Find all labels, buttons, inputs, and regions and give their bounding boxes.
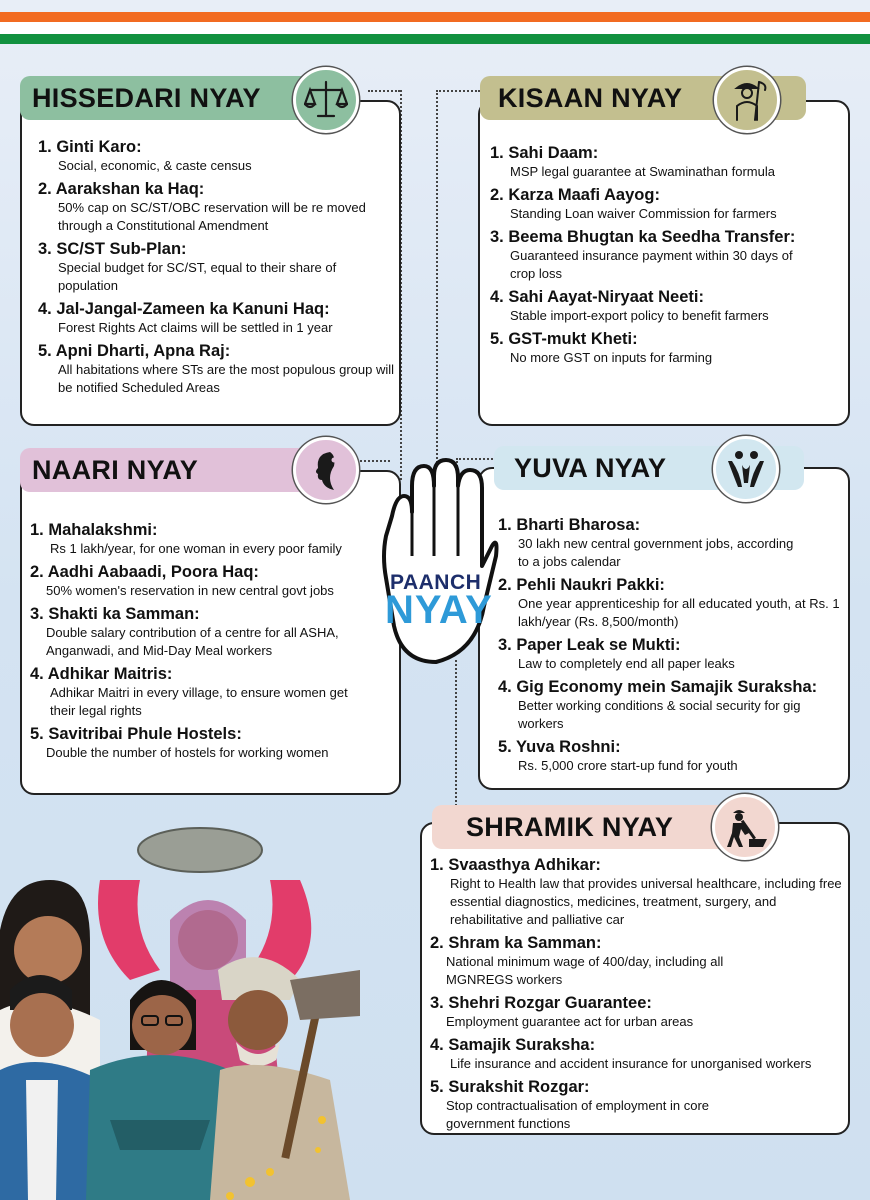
item-title: 1. Mahalakshmi:: [30, 521, 158, 539]
item-desc: 50% cap on SC/ST/OBC reservation will be re moved through a Constitutional Amendment: [58, 200, 366, 233]
list-item: [38, 137, 394, 175]
item-title: 3. Shakti ka Samman:: [30, 605, 200, 623]
item-title: 4. Adhikar Maitris:: [30, 665, 173, 683]
item-desc: Rs 1 lakh/year, for one woman in every poor family: [50, 541, 342, 556]
item-desc: Forest Rights Act claims will be settled in 1 year: [58, 320, 333, 335]
item-title: 4. Jal-Jangal-Zameen ka Kanuni Haq:: [38, 300, 330, 318]
list-item: [490, 329, 846, 367]
farmer-icon: [725, 78, 769, 122]
naari-icon-circle: [293, 437, 359, 503]
list-item: [30, 604, 398, 660]
list-item: [430, 993, 846, 1031]
item-title: 2. Shram ka Samman:: [430, 934, 602, 952]
item-title: 1. Svaasthya Adhikar:: [430, 856, 601, 874]
kisaan-icon-circle: [714, 67, 780, 133]
list-item: [38, 239, 394, 295]
item-desc: Rs. 5,000 crore start-up fund for youth: [518, 758, 738, 773]
item-desc: No more GST on inputs for farming: [510, 350, 713, 365]
section-title: NAARI NYAY: [32, 455, 199, 485]
item-title: 5. GST-mukt Kheti:: [490, 330, 638, 348]
item-title: 2. Karza Maafi Aayog:: [490, 186, 660, 204]
list-item: [430, 1035, 846, 1073]
item-desc: Life insurance and accident insurance for unorganised workers: [450, 1056, 812, 1071]
flag-saffron-stripe: [0, 12, 870, 22]
flag-green-stripe: [0, 34, 870, 44]
section-title: HISSEDARI NYAY: [32, 83, 261, 113]
item-desc: All habitations where STs are the most populous group will be notified Scheduled Areas: [58, 362, 395, 395]
hissedari-icon-circle: [293, 67, 359, 133]
worker-shovel-icon: [723, 805, 767, 849]
list-item: [490, 287, 846, 325]
flag-white-stripe: [0, 22, 870, 34]
shramik-header: [432, 805, 758, 849]
list-item: [498, 635, 848, 673]
list-item: [38, 341, 394, 397]
item-desc: Law to completely end all paper leaks: [518, 656, 735, 671]
hissedari-header: [20, 76, 338, 120]
item-desc: MSP legal guarantee at Swaminathan formula: [510, 164, 775, 179]
list-item: [490, 185, 846, 223]
item-title: 2. Aadhi Aabaadi, Poora Haq:: [30, 563, 259, 581]
section-title: KISAAN NYAY: [498, 83, 683, 113]
item-desc: Special budget for SC/ST, equal to their share of population: [58, 260, 337, 293]
elderly-man-figure: [210, 957, 360, 1200]
list-item: [30, 562, 398, 600]
kisaan-items: [490, 143, 846, 371]
item-title: 4. Samajik Suraksha:: [430, 1036, 596, 1054]
nyay-label: NYAY: [385, 588, 493, 632]
item-title: 4. Sahi Aayat-Niryaat Neeti:: [490, 288, 704, 306]
item-desc: Double the number of hostels for working women: [46, 745, 329, 760]
item-title: 5. Apni Dharti, Apna Raj:: [38, 342, 231, 360]
woman-profile-icon: [304, 448, 348, 492]
item-title: 1. Sahi Daam:: [490, 144, 599, 162]
item-title: 3. Beema Bhugtan ka Seedha Transfer:: [490, 228, 796, 246]
list-item: [430, 1077, 846, 1133]
list-item: [498, 737, 848, 775]
item-desc: National minimum wage of 400/day, including all MGNREGS workers: [446, 954, 724, 987]
section-title: YUVA NYAY: [514, 453, 667, 483]
list-item: [38, 179, 394, 235]
item-desc: Social, economic, & caste census: [58, 158, 252, 173]
item-desc: Adhikar Maitri in every village, to ensure women get their legal rights: [50, 685, 348, 718]
naari-header: [20, 448, 340, 492]
item-desc: Better working conditions & social security for gig workers: [518, 698, 801, 731]
item-desc: 30 lakh new central government jobs, according to a jobs calendar: [518, 536, 794, 569]
youth-icon: [724, 447, 768, 491]
list-item: [38, 299, 394, 337]
naari-items: [30, 520, 398, 766]
item-desc: Stable import-export policy to benefit farmers: [510, 308, 769, 323]
paanch-label: PAANCH: [390, 571, 482, 594]
item-title: 3. SC/ST Sub-Plan:: [38, 240, 187, 258]
item-desc: One year apprenticeship for all educated youth, at Rs. 1 lakh/year (Rs. 8,500/month): [518, 596, 840, 629]
item-title: 3. Shehri Rozgar Guarantee:: [430, 994, 652, 1012]
list-item: [430, 855, 846, 929]
open-hand-icon: [372, 456, 500, 670]
list-item: [498, 575, 848, 631]
list-item: [30, 520, 398, 558]
list-item: [498, 515, 848, 571]
item-title: 2. Aarakshan ka Haq:: [38, 180, 205, 198]
item-desc: Right to Health law that provides universal healthcare, including free essential diagnostics, medicines, treatment, surgery, and rehabilitative and palliative car: [450, 876, 842, 927]
list-item: [490, 143, 846, 181]
connector-line: [368, 90, 400, 92]
list-item: [30, 664, 398, 720]
people-photo: [0, 820, 390, 1200]
list-item: [30, 724, 398, 762]
item-desc: Employment guarantee act for urban areas: [446, 1014, 694, 1029]
item-title: 3. Paper Leak se Mukti:: [498, 636, 681, 654]
item-title: 5. Yuva Roshni:: [498, 738, 621, 756]
connector-line: [436, 90, 480, 92]
yuva-icon-circle: [713, 436, 779, 502]
section-title: SHRAMIK NYAY: [466, 812, 674, 842]
item-title: 1. Bharti Bharosa:: [498, 516, 641, 534]
item-desc: 50% women's reservation in new central govt jobs: [46, 583, 334, 598]
item-title: 5. Surakshit Rozgar:: [430, 1078, 590, 1096]
item-title: 1. Ginti Karo:: [38, 138, 142, 156]
item-desc: Double salary contribution of a centre for all ASHA, Anganwadi, and Mid-Day Meal workers: [46, 625, 339, 658]
connector-line: [436, 90, 438, 470]
item-desc: Standing Loan waiver Commission for farmers: [510, 206, 777, 221]
item-title: 5. Savitribai Phule Hostels:: [30, 725, 242, 743]
list-item: [490, 227, 846, 283]
list-item: [430, 933, 846, 989]
list-item: [498, 677, 848, 733]
shramik-items: [430, 855, 846, 1137]
hissedari-items: [38, 137, 394, 401]
connector-line: [455, 660, 457, 810]
item-desc: Stop contractualisation of employment in core government functions: [446, 1098, 710, 1131]
yuva-items: [498, 515, 848, 779]
paanch-nyay-hand-logo: [372, 456, 500, 670]
item-desc: Guaranteed insurance payment within 30 days of crop loss: [510, 248, 793, 281]
justice-scales-icon: [304, 78, 348, 122]
item-title: 2. Pehli Naukri Pakki:: [498, 576, 665, 594]
shramik-icon-circle: [712, 794, 778, 860]
item-title: 4. Gig Economy mein Samajik Suraksha:: [498, 678, 818, 696]
